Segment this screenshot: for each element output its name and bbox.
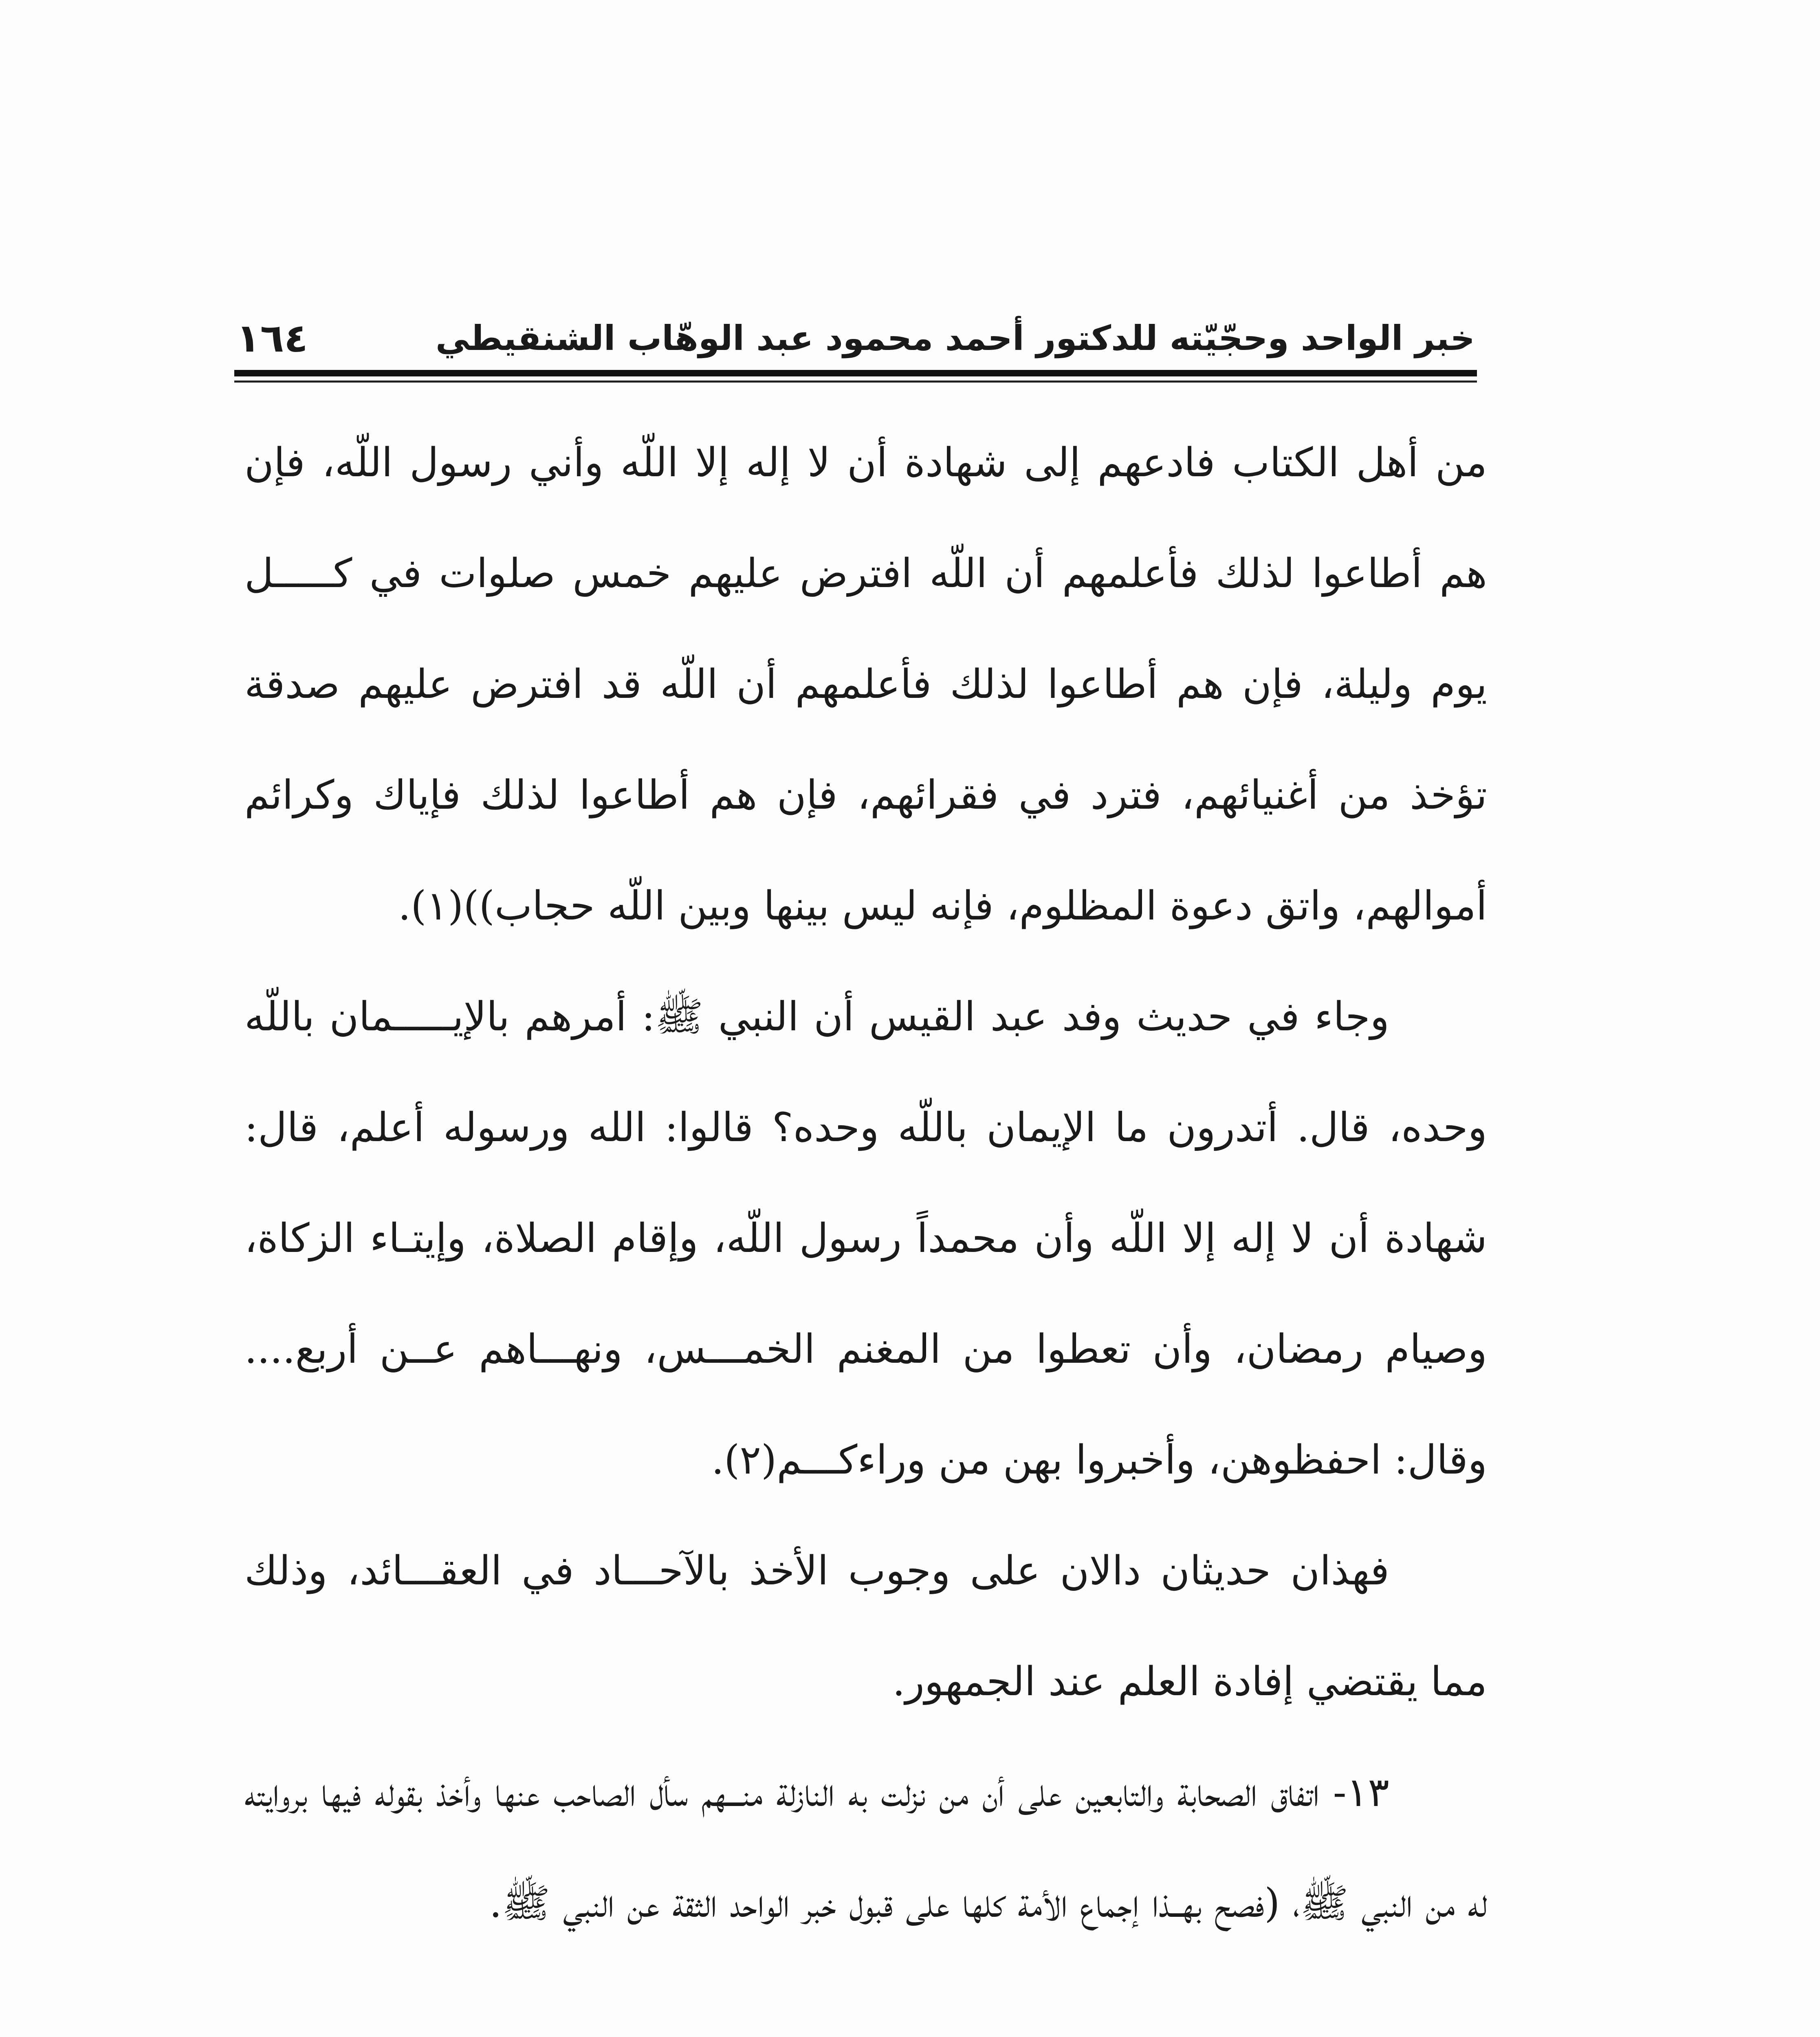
paragraph: ١٣- اتفاق الصحابة والتابعين على أن من نزلت به النازلة منـــهم سأل الصاحب عنها وأخذ بقوله فيها بروايته له من النبي ﷺ، (فصح بهــذا إجماع الأمة كلها على قبول خبر الواحد الثقة عن النبي ﷺ. (244, 1769, 1487, 1927)
book-title: خبر الواحد وحجّيّته للدكتور أحمد محمود عبد الوهّاب الشنقيطي (435, 318, 1475, 358)
paragraph: وجاء في حديث وفد عبد القيس أن النبي ﷺ: أمرهم بالإيـــــمان باللّه وحده، قال. أتدرون ما الإيمان باللّه وحده؟ قالوا: الله ورسوله أعلم، قال: شهادة أن لا إله إلا اللّه وأن محمداً رسول اللّه، وإقام الصلاة، وإيتـاء الزكاة، وصيام رمضان، وأن تعطوا من المغنم الخمـــس، ونهـــاهم عــن أربع.... وقال: احفظوهن، وأخبروا بهن من وراءكـــم(٢). (244, 994, 1487, 1483)
header-rule-thin (234, 381, 1477, 383)
paragraph: فهذان حديثان دالان على وجوب الأخذ بالآحـــاد في العقـــائد، وذلك مما يقتضي إفادة العلم عند الجمهور. (244, 1548, 1487, 1705)
running-header (228, 310, 1475, 371)
page-number: ١٦٤ (236, 315, 308, 361)
main-text (244, 407, 1487, 1959)
paragraph: من أهل الكتاب فادعهم إلى شهادة أن لا إله إلا اللّه وأني رسول اللّه، فإن هم أطاعوا لذلك فأعلمهم أن اللّه افترض عليهم خمس صلوات في كـــــل يوم وليلة، فإن هم أطاعوا لذلك فأعلمهم أن اللّه قد افترض عليهم صدقة تؤخذ من أغنيائهم، فترد في فقرائهم، فإن هم أطاعوا لذلك فإياك وكرائم أموالهم، واتق دعوة المظلوم، فإنه ليس بينها وبين اللّه حجاب))(١). (244, 440, 1487, 929)
header-rule-thick (234, 370, 1477, 376)
